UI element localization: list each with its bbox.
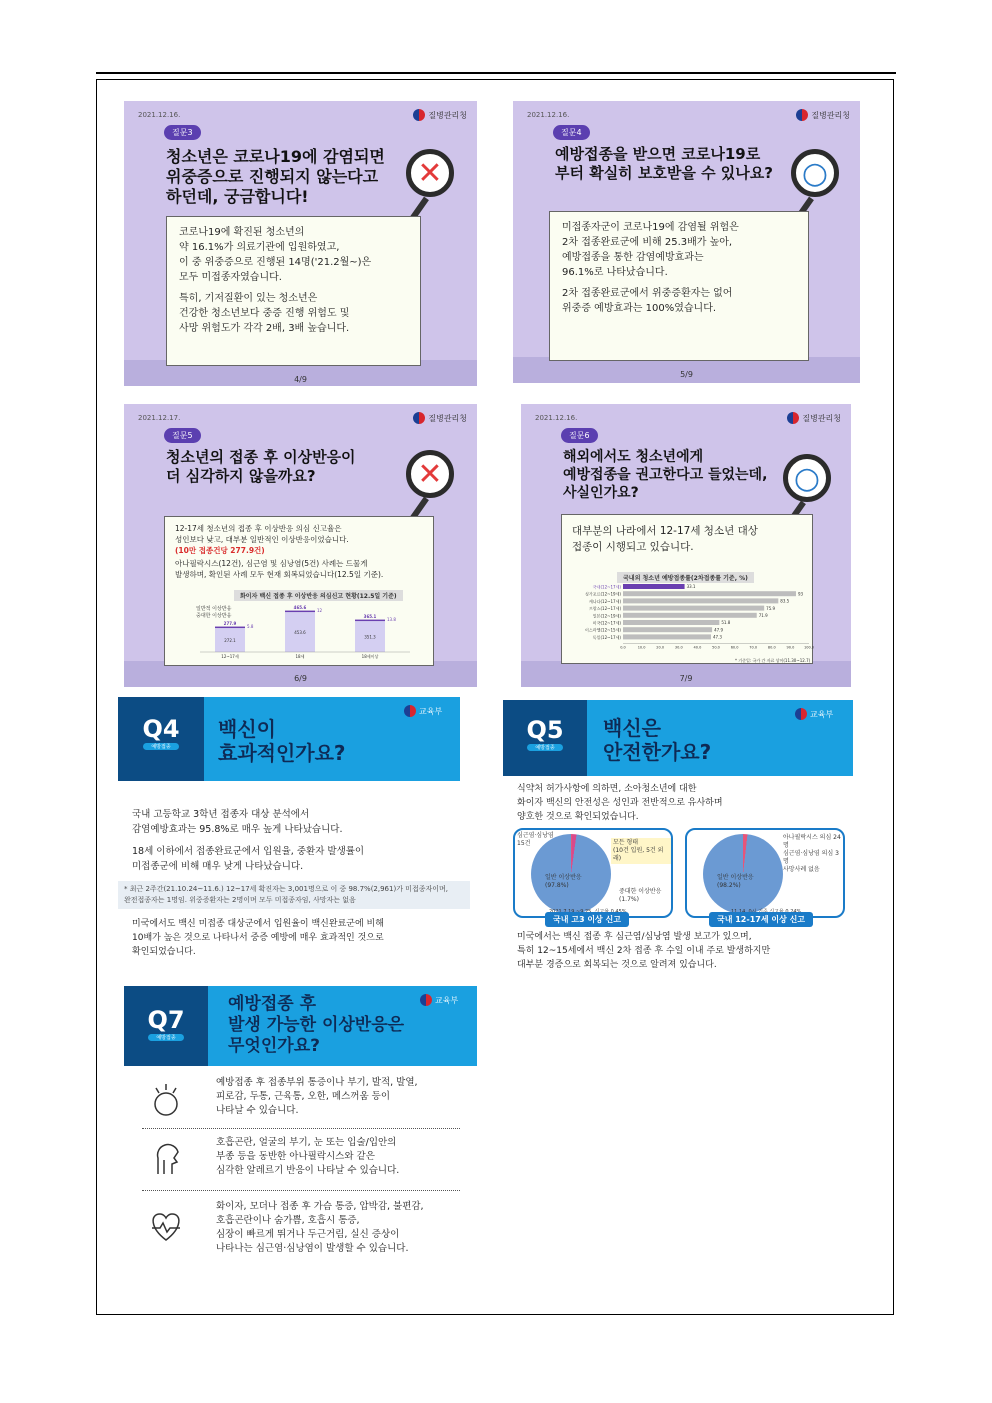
x-tick-label: 70.0 <box>749 645 758 650</box>
card-question6 <box>521 404 851 687</box>
pie2-caption: 국내 12-17세 이상 신고 <box>709 912 813 927</box>
headache-icon <box>146 1080 186 1120</box>
page-number: 4/9 <box>294 375 307 384</box>
bar-serious-value: 12 <box>317 608 323 614</box>
q5-badge: Q5 예방접종 <box>503 700 587 776</box>
x-tick-label: 40.0 <box>693 645 702 650</box>
bar-serious <box>285 611 315 613</box>
x-tick-label: 30.0 <box>674 645 683 650</box>
hbar <box>623 606 764 611</box>
x-tick-label: 80.0 <box>767 645 776 650</box>
y-tick-label: 싱가포르(12~19세) <box>585 591 621 597</box>
question-tag: 질문4 <box>553 125 590 140</box>
legend-general: 일반적 이상반응 <box>196 606 232 612</box>
x-tick-label: 50.0 <box>712 645 720 650</box>
y-tick-label: 이스라엘(12~15세) <box>585 627 621 633</box>
y-tick-label: 미국(12~17세) <box>592 620 621 626</box>
card-date: 2021.12.16. <box>535 414 578 422</box>
taeguk-icon <box>420 994 432 1006</box>
hbar <box>623 634 711 639</box>
x-sign-icon: ✕ <box>406 149 454 197</box>
q4-paragraph-2: 18세 이하에서 접종완료군에서 입원율, 중환자 발생률이 미접종군에 비해 매우 낮게 나타났습니다. <box>132 846 365 872</box>
hbar <box>623 620 719 625</box>
answer-paragraph-2: 2차 접종완료군에서 위중증환자는 없어 위중증 예방효과는 100%였습니다. <box>562 288 733 314</box>
pie1-caption: 국내 고3 이상 신고 <box>545 912 629 927</box>
page-number: 5/9 <box>680 370 693 379</box>
q5-body-bottom <box>517 930 847 979</box>
hbar <box>623 584 685 589</box>
moe-q4-panel <box>118 697 460 973</box>
q4-paragraph-1: 국내 고등학교 3학년 접종자 대상 분석에서 감염예방효과는 95.8%로 매우 높게 나타났습니다. <box>132 809 343 835</box>
x-sign-icon: ✕ <box>406 450 454 498</box>
agency-logo: 질병관리청 <box>796 109 850 121</box>
hbar <box>623 598 778 603</box>
card-question4 <box>513 101 860 383</box>
throat-icon <box>146 1138 186 1178</box>
x-tick-label: 0.0 <box>620 645 626 650</box>
x-tick-label: 18세 <box>295 654 305 659</box>
card-date: 2021.12.16. <box>527 111 570 119</box>
q7-title: 예방접종 후 발생 가능한 이상반응은 무엇인가요? <box>228 994 405 1056</box>
answer-paragraph-1: 대부분의 나라에서 12-17세 청소년 대상 접종이 시행되고 있습니다. <box>572 525 758 553</box>
pie-box-teen <box>685 828 845 918</box>
chart-footnote: * 기준일: 국가 간 자료 상이(11.30~12.7) <box>735 658 811 663</box>
page-number: 7/9 <box>679 674 693 683</box>
o-sign-icon: ○ <box>783 454 831 502</box>
legend-serious: 중대한 이상반응 <box>196 613 232 619</box>
q5-body-top <box>517 782 847 831</box>
bar-total: 277.9 <box>223 621 237 627</box>
card-date: 2021.12.16. <box>138 111 181 119</box>
pie2-label-mid: 일반 이상반응 (98.2%) <box>717 874 754 889</box>
q7-row-3: 화이자, 모더나 접종 후 가슴 통증, 압박감, 불편감, 호흡곤란이나 숨가쁨, 호흡시 통증, 심장이 빠르게 뛰거나 두근거림, 실신 증상이 나타나는 심근염·심낭염이 발생할 수 있습니다. <box>216 1201 424 1254</box>
y-tick-label: 국내(12~17세) <box>592 584 621 590</box>
page-number: 6/9 <box>294 674 307 683</box>
answer-highlight: (10만 접종건당 277.9건) <box>175 546 265 555</box>
top-rule <box>96 72 896 74</box>
agency-logo: 질병관리청 <box>413 109 467 121</box>
chart-title: 국내외 청소년 예방접종률(2차접종률 기준, %) <box>617 572 754 583</box>
bar-total: 365.1 <box>363 614 377 620</box>
vaccination-rate-chart <box>567 582 813 660</box>
q5-paragraph-2: 미국에서는 백신 접종 후 심근염/심낭염 발생 보고가 있으며, 특히 12~15세에서 백신 2차 접종 후 수일 이내 주로 발생하지만 대부분 경증으로 회복되는 것으로 알려져 있습니다. <box>517 932 771 970</box>
question-tag: 질문6 <box>561 428 598 443</box>
pie1-label-top: 심근염·심낭염 15건 <box>517 832 554 847</box>
q4-paragraph-3: 미국에서도 백신 미접종 대상군에서 입원율이 백신완료군에 비해 10배가 높은 것으로 나타나서 중증 예방에 매우 효과적인 것으로 확인되었습니다. <box>132 919 384 957</box>
pie1-label-mid: 일반 이상반응 (97.8%) <box>545 874 582 889</box>
bar-value: 351.3 <box>364 634 376 640</box>
q4-footnote: * 최근 2주간(21.10.24~11.6.) 12~17세 확진자는 3,001명으로 이 중 98.7%(2,961)가 미접종자이며, 완전접종자는 1명임. 위중증환자는 2명이며 모두 미접종자임, 사망자는 없음 <box>118 881 470 909</box>
answer-paragraph-2: 아나필락시스(12건), 심근염 및 심낭염(5건) 사례는 드물게 발생하며, 확인된 사례 모두 현재 회복되었습니다(12.5일 기준). <box>175 559 384 579</box>
taeguk-icon <box>404 705 416 717</box>
hbar <box>623 613 757 618</box>
hbar <box>623 627 712 632</box>
bar-value: 272.1 <box>224 638 236 644</box>
q7-row-1: 예방접종 후 접종부위 통증이나 부기, 발적, 발열, 피로감, 두통, 근육통, 오한, 메스꺼움 등이 나타날 수 있습니다. <box>216 1077 418 1116</box>
row-divider <box>142 1190 460 1191</box>
hbar-value: 47.3 <box>712 634 722 640</box>
y-tick-label: 일본(12~19세) <box>592 613 621 619</box>
x-tick-label: 90.0 <box>786 645 795 650</box>
bar-value: 453.6 <box>294 630 306 636</box>
bar-serious <box>215 627 245 629</box>
x-tick-label: 20.0 <box>656 645 665 650</box>
taeguk-icon <box>413 412 425 424</box>
x-tick-label: 60.0 <box>730 645 739 650</box>
taeguk-icon <box>796 109 808 121</box>
y-tick-label: 독일(12~17세) <box>592 634 621 640</box>
hbar-value: 71.9 <box>758 613 768 618</box>
answer-note <box>166 216 421 366</box>
bar-total: 465.6 <box>293 605 307 611</box>
pie-box-grade12 <box>513 828 673 918</box>
moe-q7-panel <box>124 986 477 1268</box>
y-tick-label: 캐나다(12~17세) <box>588 598 621 604</box>
row-divider <box>142 1128 460 1129</box>
hbar-value: 51.8 <box>721 620 731 626</box>
q5-title: 백신은 안전한가요? <box>603 716 712 764</box>
hbar-value: 33.1 <box>686 584 696 590</box>
hbar-value: 75.9 <box>766 605 776 611</box>
moe-q5-panel <box>503 700 853 976</box>
hbar-value: 47.9 <box>714 627 724 633</box>
heartbeat-icon <box>146 1206 186 1246</box>
card-title: 해외에서도 청소년에게 예방접종을 권고한다고 들었는데, 사실인가요? <box>563 449 768 501</box>
card-title: 청소년의 접종 후 이상반응이 더 심각하지 않을까요? <box>166 448 356 485</box>
taeguk-icon <box>787 412 799 424</box>
question-tag: 질문5 <box>164 428 201 443</box>
q7-row-2: 호흡곤란, 얼굴의 부기, 눈 또는 입술/입안의 부종 등을 동반한 아나필락시스와 같은 심각한 알레르기 반응이 나타날 수 있습니다. <box>216 1137 400 1176</box>
pie1-label-right: 모든 형태 (10건 입원, 5건 외래) <box>611 838 671 864</box>
y-tick-label: 프랑스(12~17세) <box>588 606 621 612</box>
agency-logo: 질병관리청 <box>413 412 467 424</box>
answer-paragraph-1: 12-17세 청소년의 접종 후 이상반응 의심 신고율은 성인보다 낮고, 대부분 일반적인 이상반응이었습니다. <box>175 524 349 544</box>
moe-logo: 교육부 <box>404 705 442 717</box>
pie2-label-right: 아나필락시스 의심 24명 심근염·심낭염 의심 3명 사망사례 없음 <box>783 834 841 873</box>
hbar-value: 93 <box>797 591 804 597</box>
hbar <box>623 591 796 596</box>
x-tick-label: 100.0 <box>803 645 815 650</box>
q4-title: 백신이 효과적인가요? <box>218 717 346 765</box>
answer-paragraph-2: 특히, 기저질환이 있는 청소년은 건강한 청소년보다 중증 진행 위험도 및 사망 위험도가 각각 2배, 3배 높습니다. <box>179 293 350 334</box>
taeguk-icon <box>413 109 425 121</box>
q7-badge: Q7 예방접종 <box>124 986 208 1066</box>
answer-paragraph-1: 미접종자군이 코로나19에 감염될 위험은 2차 접종완료군에 비해 25.3배가 높아, 예방접종을 통한 감염예방효과는 96.1%로 나타났습니다. <box>562 222 739 278</box>
q5-paragraph-1: 식약처 허가사항에 의하면, 소아청소년에 대한 화이자 백신의 안전성은 성인과 전반적으로 유사하며 양호한 것으로 확인되었습니다. <box>517 784 723 822</box>
pie1-label-low: 중대한 이상반응 (1.7%) <box>619 888 662 903</box>
taeguk-icon <box>795 708 807 720</box>
x-tick-label: 12~17세 <box>221 654 239 659</box>
x-tick-label: 10.0 <box>637 645 646 650</box>
card-question5 <box>124 404 477 687</box>
bar-serious-value: 13.8 <box>387 617 396 623</box>
moe-logo: 교육부 <box>795 708 833 720</box>
question-tag: 질문3 <box>164 125 201 140</box>
answer-paragraph-1: 코로나19에 확진된 청소년의 약 16.1%가 의료기관에 입원하였고, 이 중 위중증으로 진행된 14명('21.2월~)은 모두 미접종자였습니다. <box>179 227 372 283</box>
bar-serious-value: 5.8 <box>247 624 254 630</box>
card-date: 2021.12.17. <box>138 414 181 422</box>
card-title: 청소년은 코로나19에 감염되면 위중증으로 진행되지 않는다고 하던데, 궁금합니다! <box>166 147 385 206</box>
card-title: 예방접종을 받으면 코로나19로 부터 확실히 보호받을 수 있나요? <box>555 145 773 182</box>
moe-logo: 교육부 <box>420 994 458 1006</box>
agency-logo: 질병관리청 <box>787 412 841 424</box>
q4-body <box>124 807 456 966</box>
chart-title: 화이자 백신 접종 후 이상반응 의심신고 현황(12.5일 기준) <box>234 590 403 601</box>
bar-serious <box>355 620 385 622</box>
card-question3 <box>124 101 477 386</box>
o-sign-icon: ○ <box>791 149 839 197</box>
x-tick-label: 18세이상 <box>361 654 379 659</box>
answer-note <box>549 211 809 361</box>
hbar-value: 83.5 <box>780 598 790 604</box>
q4-badge: Q4 예방접종 <box>118 697 204 781</box>
